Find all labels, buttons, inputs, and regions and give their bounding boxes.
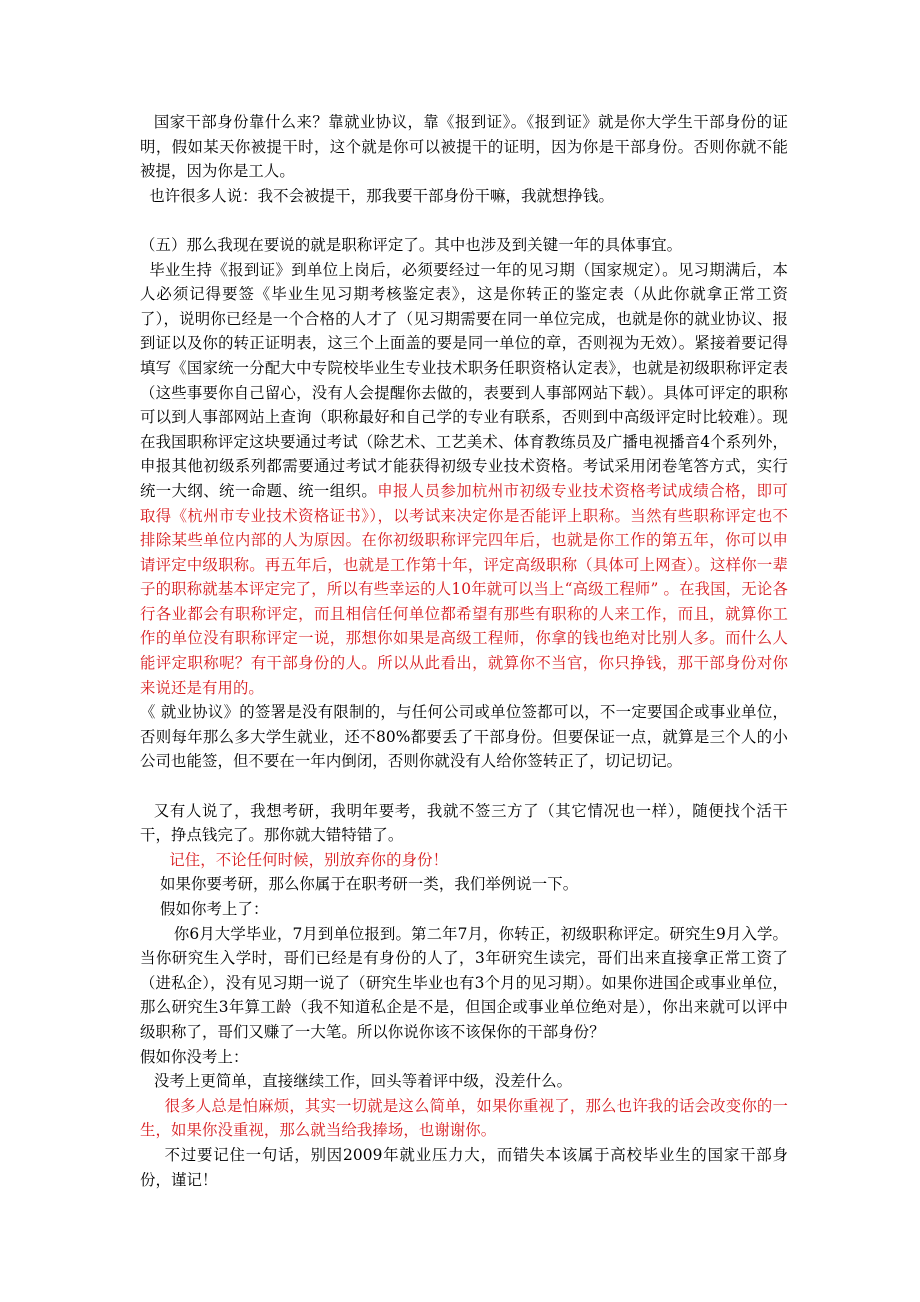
paragraph-not-admitted-simple: 没考上更简单，直接继续工作，回头等着评中级，没差什么。 (153, 1072, 573, 1091)
paragraph-if-admitted: 假如你考上了： (160, 900, 269, 918)
paragraph-employment-agreement: 《 就业协议》的签署是没有限制的，与任何公司或单位签都可以，不一定要国企或事业单位，否则每年那么多大学生就业，还不80%都要丢了干部身份。但要保证一点，就算是三个人的小公司也能签，但不要在一年内倒闭，否则你就没有人给你签转正了，切记切记。 (140, 703, 788, 771)
paragraph-title-evaluation (140, 258, 788, 701)
paragraph-final-reminder: 不过要记住一句话，别因2009年就业压力大，而错失本该属于高校毕业生的国家干部身份，谨记！ (140, 1145, 788, 1189)
paragraph-admitted-example: 你6月大学毕业，7月到单位报到。第二年7月，你转正，初级职称评定。研究生9月入学。当你研究生入学时，哥们已经是有身份的人了，3年研究生读完，哥们出来直接拿正常工资了（进私企），没有见习期一说了（研究生毕业也有3个月的见习期）。如果你进国企或事业单位，那么研究生3年算工龄（我不知道私企是不是，但国企或事业单位绝对是），你出来就可以评中级职称了，哥们又赚了一大笔。所以你说你该不该保你的干部身份？ (140, 924, 788, 1041)
blank-line (140, 208, 788, 233)
paragraph-remember-identity: 记住，不论任何时候，别放弃你的身份！ (169, 850, 449, 869)
paragraph-in-service-exam: 如果你要考研，那么你属于在职考研一类，我们举例说一下。 (160, 875, 579, 894)
document-body (140, 110, 788, 1192)
section-five-heading: （五）那么我现在要说的就是职称评定了。其中也涉及到关键一年的具体事宜。 (140, 235, 683, 254)
paragraph-take-seriously: 很多人总是怕麻烦，其实一切就是这么简单，如果你重视了，那么也许我的话会改变你的一生，如果你没重视，那么就当给我捧场，也谢谢你。 (140, 1096, 788, 1140)
paragraph-postgraduate-exam: 又有人说了，我想考研，我明年要考，我就不签三方了（其它情况也一样），随便找个活干干，挣点钱完了。那你就大错特错了。 (140, 801, 788, 845)
paragraph-title-evaluation-red: 申报人员参加杭州市初级专业技术资格考试成绩合格，即可取得《杭州市专业技术资格证书》），以考试来决定你是否能评上职称。当然有些职称评定也不排除某些单位内部的人为原因。在你初级职称评完四年后，也就是你工作的第五年，你可以申请评定中级职称。再五年后，也就是工作第十年，评定高级职称（具体可上网查）。这样你一辈子的职称就基本评定完了，所以有些幸运的人10年就可以当上“高级工程师” 。在我国，无论各行各业都会有职称评定，而且相信任何单位都希望有那些有职称的人来工作，而且，就算你工作的单位没有职称评定一说，那想你如果是高级工程师，你拿的钱也绝对比别人多。而什么人能评定职称呢？有干部身份的人。所以从此看出，就算你不当官，你只挣钱，那干部身份对你来说还是有用的。 (140, 481, 788, 697)
paragraph-cadre-status: 国家干部身份靠什么来？靠就业协议，靠《报到证》。《报到证》就是你大学生干部身份的证明，假如某天你被提干时，这个就是你可以被提干的证明，因为你是干部身份。否则你就不能被提，因为你是工人。 (140, 113, 788, 181)
paragraph-if-not-admitted: 假如你没考上： (140, 1047, 249, 1066)
blank-line (140, 774, 788, 799)
paragraph-title-evaluation-black: 毕业生持《报到证》到单位上岗后，必须要经过一年的见习期（国家规定）。见习期满后，本人必须记得要签《毕业生见习期考核鉴定表》，这是你转正的鉴定表（从此你就拿正常工资了），说明你已经是一个合格的人才了（见习期需要在同一单位完成，也就是你的就业协议、报到证以及你的转正证明表，这三个上面盖的要是同一单位的章，否则视为无效）。紧接着要记得填写《国家统一分配大中专院校毕业生专业技术职务任职资格认定表》，也就是初级职称评定表（这些事要你自己留心，没有人会提醒你去做的，表要到人事部网站下载）。具体可评定的职称可以到人事部网站上查询（职称最好和自己学的专业有联系，否则到中高级评定时比较难）。现在我国职称评定这块要通过考试（除艺术、工艺美术、体育教练员及广播电视播音4个系列外，申报其他初级系列都需要通过考试才能获得初级专业技术资格。考试采用闭卷笔答方式，实行统一大纲、统一命题、统一组织。 (140, 260, 788, 500)
paragraph-make-money: 也许很多人说：我不会被提干，那我要干部身份干嘛，我就想挣钱。 (149, 186, 614, 205)
